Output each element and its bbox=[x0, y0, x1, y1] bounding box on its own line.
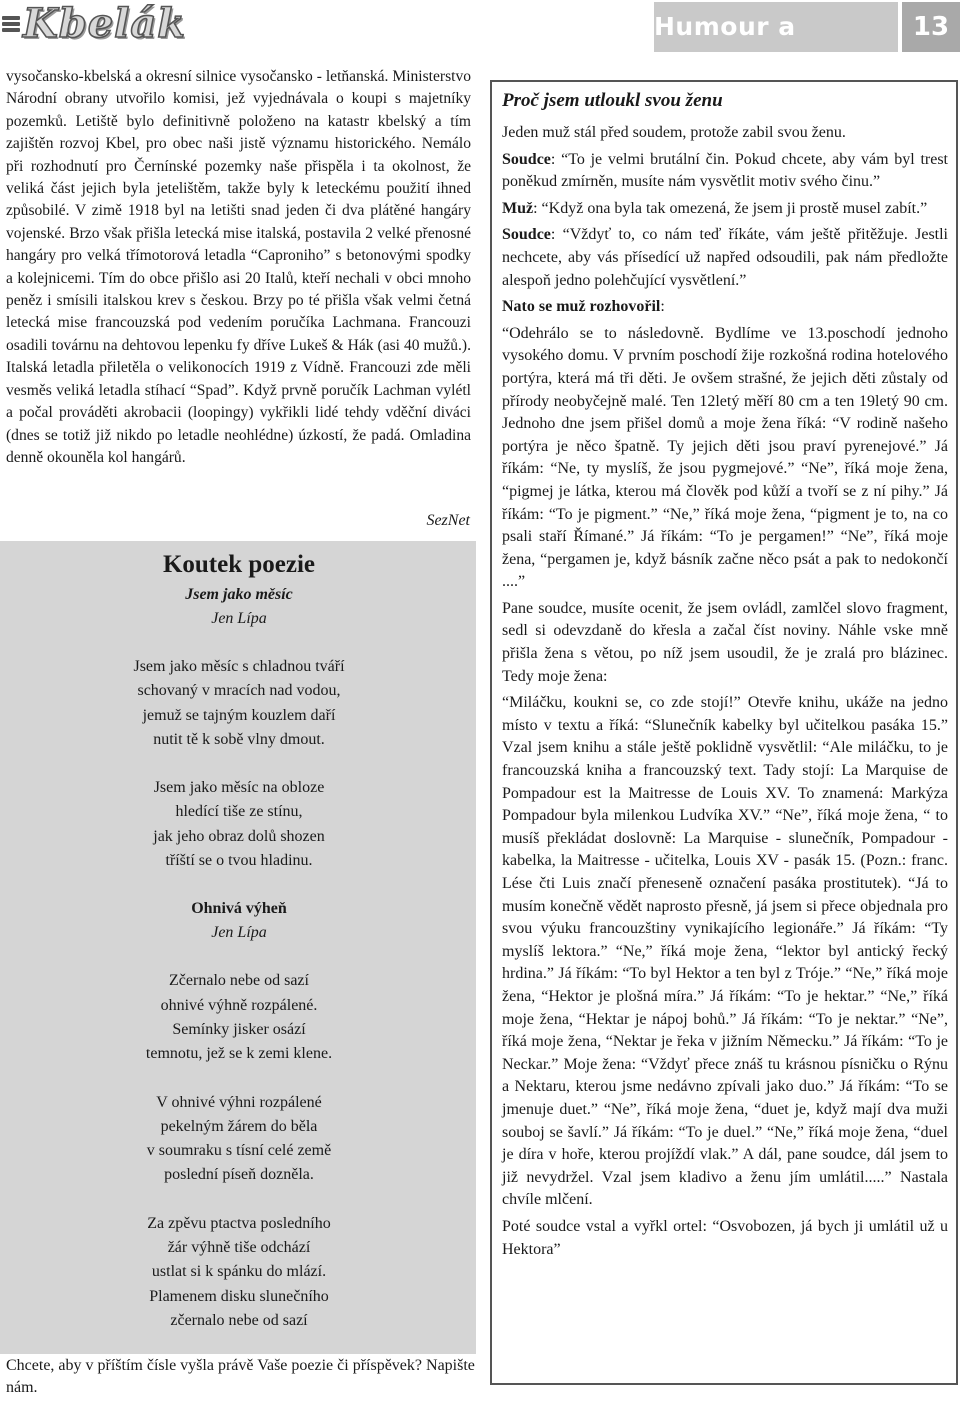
history-article-text: vysočansko-kbelská a okresní silnice vysočansko - letňanská. Ministerstvo Národní obrany utvořilo komisi, jež vyjednávala o koupi s majetníky pozemků. Letiště bylo definitivně položeno na katastr kbelský a tím zajištěn rozvoj Kbel, pro obec naši jistě významu historického. Nemálo při rozhodnutí pro Černínské pozemky naše přispěla i ta okolnost, že veliká část jejich byla jetelištěm, takže byly k leteckému použití ihned způsobilé. V zimě 1918 byl na letišti snad jeden či dva plátěné hangáry vojenské. Brzo však přišla letecká mise italská, postavila 2 velké přenosné hangáry pro velká třímotorová letadla “Caproniho” s betonovými spodky a kolejnicemi. Tím do obce přišlo asi 20 Italů, kteří nechali v obci mnoho peněz i smísili italskou krev s českou. Brzy po té přišla však velmi četná letecká mise francouzská pod vedením poručíka Lachmana. Francouzi osadili továrnu na dehtovou lepenku fy dříve Lukeš & Hák (asi 40 mužů.). Italská letadla přiletěla o velikonocích 1919 z Vídně. Francouzi zde měli vesměs veliká letadla stíhací “Spad”. Když prvně poručík Lachman vylétl a počal prováděti akrobacii (loopingy) vykřikli lidé tehdy vděční diváci (dnes se totiž již nikdo po letadle neohlédne) úzkostí, že padá. Omladina denně okouněla kol hangárů. bbox=[6, 68, 471, 466]
story-paragraph bbox=[502, 224, 948, 292]
story-paragraph: Poté soudce vstal a vyřkl ortel: “Osvobozen, já bych ji umlátil už u Hektora” bbox=[502, 1217, 948, 1258]
story-paragraph: Pane soudce, musíte ocenit, že jsem ovládl, zamlčel slovo fragment, sedl si odevzdaně do křesla a začal číst noviny. Náhle vske mně přišla žena s větou, po níž jsem usoudil, že je zralá pro blázinec. Tedy moje žena: bbox=[502, 599, 948, 685]
poem-author: Jen Lípa bbox=[211, 924, 267, 942]
poem-line: Jsem jako měsíc na obloze bbox=[153, 779, 325, 797]
poem-line: tříští se o tvou hladinu. bbox=[165, 852, 313, 870]
poem-line: Semínky jisker osází bbox=[172, 1020, 306, 1038]
page-header bbox=[0, 0, 960, 91]
poem-stanza bbox=[8, 969, 470, 1066]
poem-stanza bbox=[8, 1091, 470, 1188]
humor-story-box bbox=[490, 80, 958, 1385]
article-source: SezNet bbox=[426, 512, 470, 529]
poem-line: V ohnivé výhni rozpálené bbox=[156, 1093, 322, 1111]
story-paragraph: “Miláčku, koukni se, co zde stojí!” Otevře knihu, ukáže na jedno místo v textu a říká: “Slunečník kabelky byl učitelkou pasáka 15.” Vzal jsem knihu a stále ještě poklidně vysvětlil: “Ale miláčku, to je francouzská kniha a francouzský text. Tady stojí: La Marquise de Pompadour est la Maitresse de Louis XV. To znamená: Markýza Pompadour byla milenkou Ludvíka XV.” “Ne”, říká moje žena, “ to musíš překládat doslovně: La Marquise - slunečník, Pompadour - kabelka, la Maitresse - učitelka, Louis XV - pasák 15. (Pozn.: franc. Lése čti Luis značí přeneseně označení pasáka prostitutek). “Já to musím konečně vědět naprosto přesně, já jsem si přece objednala pro svou výuku francouzštiny vynikajícího legionáře.” Já říkám: “Ty myslíš lektora.” “Ne,” říká moje žena, “lektor byl antický řecký hrdina.” Já říkám: “To byl Hektor a ten byl z Tróje.” “Ne,” říká moje žena, “Hektor je plošná míra.” Já říkám: “To je hektar.” “Ne,” říká moje žena, “Hektar je nápoj bohů.” Já říkám: “To je nektar.” “Ne”, říká moje žena, “Nektar je řeka v jižním Německu.” Já říkám: “To je Neckar.” Moje žena: “Vždyť přece znáš tu krásnou písničku o Rýnu a Nektaru, kterou jsme nedávno zpívali jako duo.” Já říkám: “To se jmenuje duet.” “Ne”, říká moje žena, “duet je, když mají dva muži souboj se šavlí.” Já říkám: “To je duel.” “Ne,” říká moje žena, “duel je díra v hoře, kterou projíždí vlak.” A dál, pane soudce, dál jsem to již nevydržel. Vzal jsem kladivo a ženu jím umlátil.....” Nastala chvíle mlčení. bbox=[502, 694, 948, 1209]
page-number-box bbox=[902, 2, 960, 52]
story-title: Proč jsem utloukl svou ženu bbox=[502, 90, 723, 111]
magazine-logo bbox=[0, 0, 186, 48]
poem-line: schovaný v mracích nad vodou, bbox=[137, 682, 341, 700]
dialogue-text: : “Vždyť to, co nám teď říkáte, vám ještě přitěžuje. Jestli nechcete, aby vás přísedící už napřed odsoudili, pak nám předložte alespoň jedno polehčující vysvětlení.” bbox=[502, 226, 948, 289]
poem-line: zčernalo nebe od sazí bbox=[170, 1311, 308, 1329]
story-paragraph: “Odehrálo se to následovně. Bydlíme ve 13.poschodí jednoho vysokého domu. V prvním poschodí žije rozkošná rodina hotelového portýra, která má tři děti. Je ovšem strašné, že jejich děti zůstaly od přírody neobyčejně malé. Ten 12letý měří 80 cm a ten 19letý 90 cm. Jednoho dne jsem přišel domů a moje žena říká: “V rodině našeho portýra je něco špatně. Ty jejich děti jsou praví pyrenejové.” Já říkám: “Ne, ty myslíš, že jsou pygmejové.” “Ne”, říká moje žena, “pigmej je látka, kterou má člověk pod kůží a tvoří se z ní pihy.” Já říkám: “To je pigment.” “Ne,” říká moje žena, “pigment je to, na co psali staří Římané.” Já říkám: “To je pergamen!” “Ne”, říká moje žena, “pergamen je, když básník začne něco psát a pak to nedokončí ....” bbox=[502, 324, 948, 591]
poem-title: Jsem jako měsíc bbox=[185, 586, 293, 603]
poem-line: Jsem jako měsíc s chladnou tváří bbox=[133, 658, 345, 675]
poetry-corner bbox=[0, 541, 476, 1354]
story-paragraph bbox=[502, 198, 948, 221]
poem-line: Za zpěvu ptactva posledního bbox=[147, 1214, 331, 1232]
subheading-text: Nato se muž rozhovořil bbox=[502, 298, 661, 316]
logo-lines-icon bbox=[2, 13, 20, 35]
story-subheading bbox=[502, 296, 948, 319]
poem-author: Jen Lípa bbox=[211, 610, 267, 627]
poem-line: ustlat si k spánku do mlází. bbox=[151, 1263, 327, 1281]
section-banner bbox=[654, 2, 898, 91]
poem-stanza bbox=[8, 1212, 470, 1333]
story-paragraph: Jeden muž stál před soudem, protože zabil svou ženu. bbox=[502, 124, 846, 141]
poem-stanza bbox=[8, 655, 470, 752]
poem-line: poslední píseň dozněla. bbox=[164, 1166, 314, 1184]
poem-line: pekelným žárem do běla bbox=[160, 1117, 318, 1135]
poem-stanza bbox=[8, 776, 470, 873]
poem-line: žár výhně tiše odchází bbox=[167, 1239, 311, 1257]
dialogue-text: : “Když ona byla tak omezená, že jsem ji prostě musel zabít.” bbox=[533, 199, 928, 217]
poetry-corner-title: Koutek poezie bbox=[162, 551, 316, 578]
speaker-label: Muž bbox=[502, 199, 534, 217]
submission-call-to-action: Chcete, aby v příštím čísle vyšla právě Vaše poezie či příspěvek? Napište nám. bbox=[6, 1357, 475, 1396]
poem-line: v soumraku s tísní celé země bbox=[146, 1142, 332, 1160]
subheading-colon: : bbox=[660, 298, 665, 316]
speaker-label: Soudce bbox=[502, 150, 551, 168]
poem-line: Plamenem disku slunečního bbox=[149, 1287, 329, 1305]
poem-line: jak jeho obraz dolů shozen bbox=[153, 827, 325, 845]
logo-text: Kbelák bbox=[23, 0, 187, 47]
dialogue-text: : “To je velmi brutální čin. Pokud chcete, aby vám byl trest poněkud zmírněn, musíte nám vysvětlit motiv svého činu.” bbox=[502, 150, 948, 191]
story-paragraph bbox=[502, 149, 948, 194]
poem-line: jemuž se tajným kouzlem daří bbox=[142, 706, 336, 724]
section-title: Humour a poezie bbox=[654, 12, 796, 91]
poem-line: Zčernalo nebe od sazí bbox=[169, 972, 309, 990]
poem-line: hledící tiše ze stínu, bbox=[175, 803, 303, 821]
poem-line: nutit tě k sobě vlny dmout. bbox=[153, 730, 325, 748]
poem-line: ohnivé výhně rozpálené. bbox=[160, 996, 318, 1014]
poem-line: temnotu, jež se k zemi klene. bbox=[145, 1045, 333, 1063]
page-number: 13 bbox=[912, 12, 950, 42]
poem-title: Ohnivá výheň bbox=[191, 900, 287, 918]
speaker-label: Soudce bbox=[502, 226, 551, 244]
